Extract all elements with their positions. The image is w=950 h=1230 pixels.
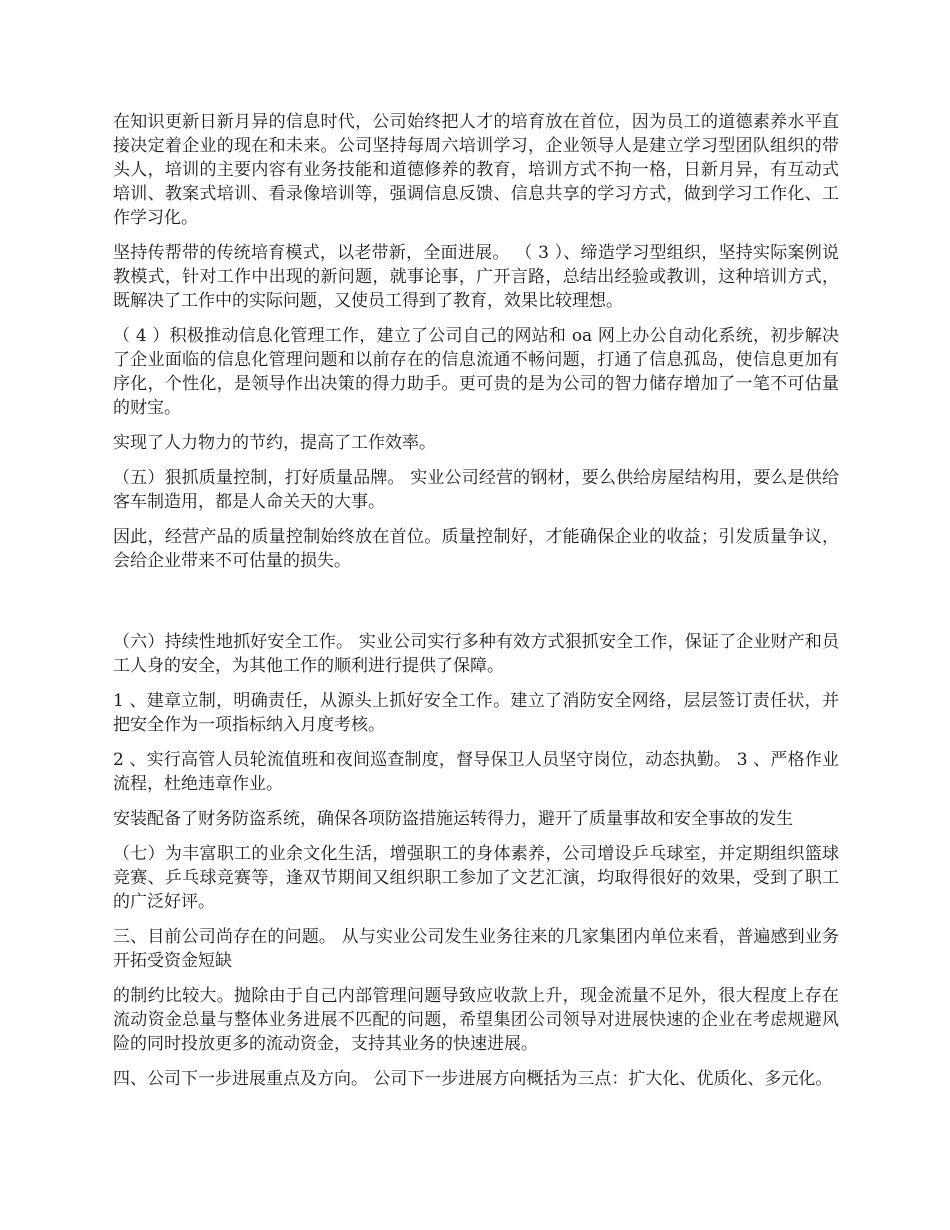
- paragraph-anti-theft: 安装配备了财务防盗系统，确保各项防盗措施运转得力，避开了质量事故和安全事故的发生: [113, 809, 793, 829]
- paragraph-quality-control: （五）狠抓质量控制，打好质量品牌。 实业公司经营的钢材，要么供给房屋结构用，要么是供给客车制造用，都是人命关天的大事。: [113, 468, 839, 512]
- paragraph-spacer: [113, 584, 839, 630]
- paragraph-problems: 三、目前公司尚存在的问题。 从与实业公司发生业务往来的几家集团内单位来看，普遍感到业务开拓受资金短缺: [113, 927, 839, 971]
- paragraph-next-steps: 四、公司下一步进展重点及方向。 公司下一步进展方向概括为三点：扩大化、优质化、多元化。: [113, 1069, 833, 1089]
- paragraph-informatization: （ 4 ）积极推动信息化管理工作，建立了公司自己的网站和 oa 网上办公自动化系统，初步解决了企业面临的信息化管理问题和以前存在的信息流通不畅问题，打通了信息孤岛，使信息更加有序化，个性化，是领导作出决策的得力助手。更可贵的是为公司的智力储存增加了一笔不可估量的财宝。: [113, 326, 839, 418]
- paragraph-efficiency: 实现了人力物力的节约，提高了工作效率。: [113, 433, 436, 453]
- document-page: [113, 110, 839, 1102]
- paragraph-safety: （六）持续性地抓好安全工作。 实业公司实行多种有效方式狠抓安全工作，保证了企业财产和员工人身的安全，为其他工作的顺利进行提供了保障。: [113, 632, 839, 676]
- paragraph-culture: （七）为丰富职工的业余文化生活，增强职工的身体素养，公司增设乒乓球室，并定期组织篮球竞赛、乒乓球竞赛等，逢双节期间又组织职工参加了文艺汇演，均取得很好的效果，受到了职工的广泛好评。: [113, 844, 839, 912]
- paragraph-safety-item-1: 1 、建章立制，明确责任，从源头上抓好安全工作。建立了消防安全网络，层层签订责任状，并把安全作为一项指标纳入月度考核。: [113, 691, 839, 735]
- paragraph-talent-training: 在知识更新日新月异的信息时代，公司始终把人才的培育放在首位，因为员工的道德素养水平直接决定着企业的现在和未来。公司坚持每周六培训学习，企业领导人是建立学习型团队组织的带头人，培训的主要内容有业务技能和道德修养的教育，培训方式不拘一格，日新月异，有互动式培训、教案式培训、看录像培训等，强调信息反馈、信息共享的学习方式，做到学习工作化、工作学习化。: [113, 112, 839, 228]
- paragraph-funding: 的制约比较大。抛除由于自己内部管理问题导致应收款上升，现金流量不足外，很大程度上存在流动资金总量与整体业务进展不匹配的问题，希望集团公司领导对进展快速的企业在考虑规避风险的同时投放更多的流动资金，支持其业务的快速进展。: [113, 986, 839, 1054]
- paragraph-quality-first: 因此，经营产品的质量控制始终放在首位。质量控制好，才能确保企业的收益；引发质量争议，会给企业带来不可估量的损失。: [113, 527, 839, 571]
- paragraph-mentoring: 坚持传帮带的传统培育模式，以老带新，全面进展。 （ 3 ）、缔造学习型组织，坚持实际案例说教模式，针对工作中出现的新问题，就事论事，广开言路，总结出经验或教训，这种培训方式，既解决了工作中的实际问题，又使员工得到了教育，效果比较理想。: [113, 243, 839, 311]
- paragraph-safety-item-2: 2 、实行高管人员轮流值班和夜间巡查制度，督导保卫人员坚守岗位，动态执勤。 3 、严格作业流程，杜绝违章作业。: [113, 750, 839, 794]
